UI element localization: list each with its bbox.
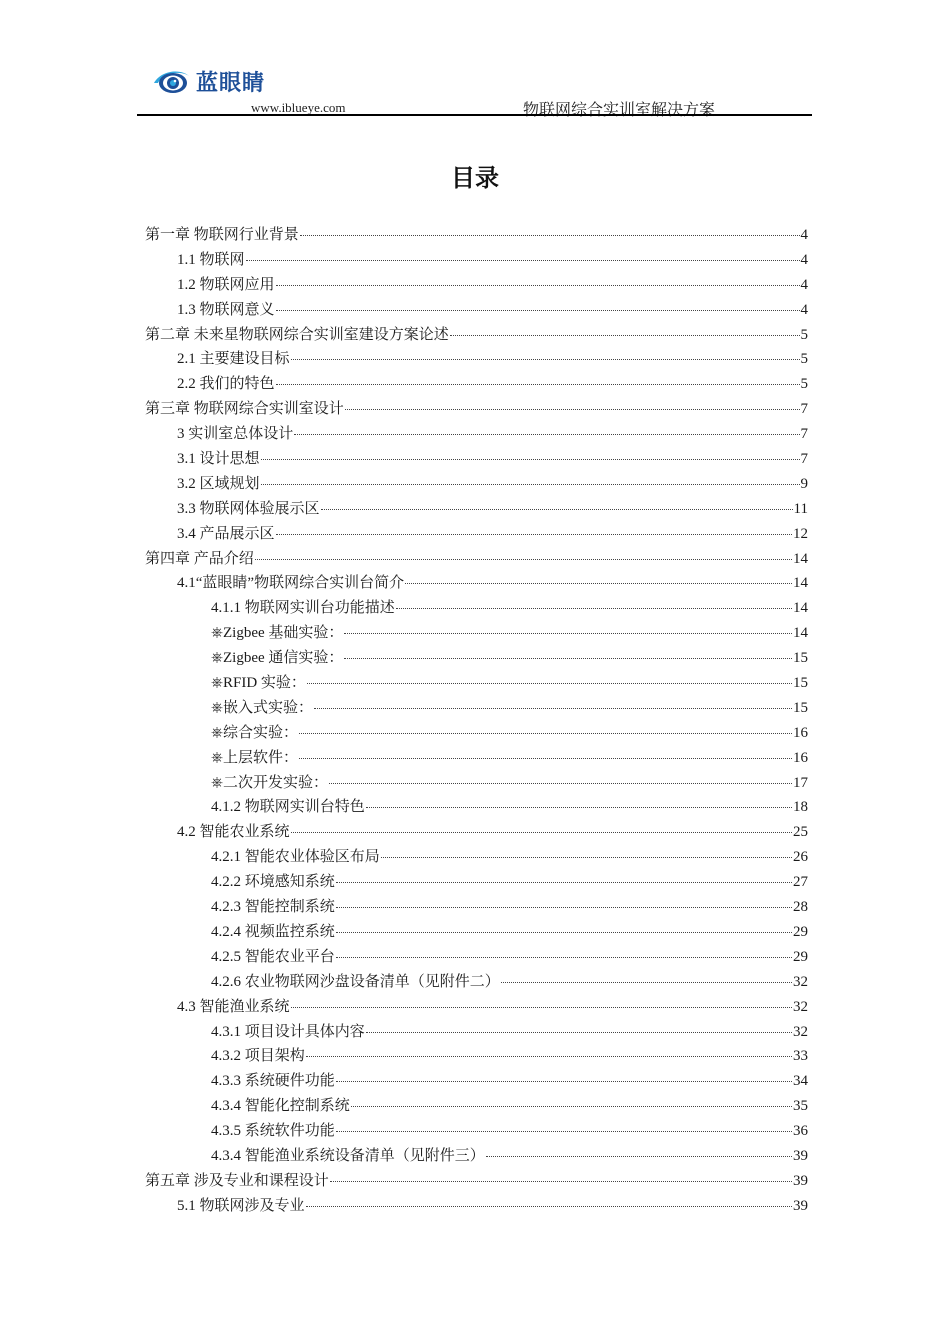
toc-page-number: 14	[793, 550, 808, 567]
toc-dot-leader	[307, 682, 792, 684]
toc-entry[interactable]	[145, 1094, 808, 1119]
toc-page-number: 15	[793, 650, 808, 667]
toc-entry-title: 1.1 物联网	[177, 251, 245, 268]
toc-dot-leader	[276, 383, 800, 385]
toc-page-number: 12	[793, 525, 808, 542]
toc-dot-leader	[276, 309, 800, 311]
toc-entry[interactable]	[145, 621, 808, 646]
toc-entry-title: 第二章 未来星物联网综合实训室建设方案论述	[145, 326, 449, 343]
toc-page-number: 5	[800, 376, 808, 393]
toc-entry[interactable]	[145, 1119, 808, 1144]
toc-entry[interactable]	[145, 1169, 808, 1194]
toc-entry[interactable]	[145, 323, 808, 348]
toc-entry[interactable]	[145, 845, 808, 870]
toc-dot-leader	[366, 1031, 792, 1033]
toc-entry[interactable]	[145, 547, 808, 572]
toc-page-number: 4	[800, 227, 808, 243]
toc-entry-title: 4.3.4 智能化控制系统	[211, 1098, 350, 1115]
toc-page-number: 15	[793, 675, 808, 692]
toc-dot-leader	[255, 558, 792, 560]
toc-dot-leader	[299, 757, 792, 759]
toc-dot-leader	[306, 1205, 792, 1207]
toc-dot-leader	[396, 607, 792, 609]
toc-dot-leader	[261, 458, 800, 460]
toc-entry-title: 3.2 区域规划	[177, 475, 260, 492]
toc-page-number: 16	[793, 749, 808, 766]
toc-page-number: 7	[800, 451, 808, 468]
toc-page-number: 5	[800, 351, 808, 368]
toc-page-number: 36	[793, 1123, 808, 1140]
document-header-title: 物联网综合实训室解决方案	[522, 102, 715, 119]
toc-entry-title: 4.3.4 智能渔业系统设备清单（见附件三）	[211, 1147, 485, 1164]
toc-page-number: 14	[793, 575, 808, 592]
toc-entry[interactable]	[145, 472, 808, 497]
eye-logo-icon	[152, 66, 192, 96]
toc-entry-title: 3.1 设计思想	[177, 451, 260, 468]
toc-dot-leader	[344, 632, 792, 634]
toc-dot-leader	[294, 433, 799, 435]
toc-entry-title: 4.2.4 视频监控系统	[211, 923, 335, 940]
toc-entry[interactable]	[145, 970, 808, 995]
toc-dot-leader	[299, 732, 792, 734]
toc-entry-title: 4.2.3 智能控制系统	[211, 899, 335, 916]
toc-entry-title: 4.2.2 环境感知系统	[211, 874, 335, 891]
toc-entry[interactable]	[145, 596, 808, 621]
toc-dot-leader	[261, 483, 800, 485]
toc-page-number: 32	[793, 998, 808, 1015]
toc-page-number: 11	[793, 500, 808, 517]
toc-entry-title: 4.2.5 智能农业平台	[211, 948, 335, 965]
toc-page-number: 39	[793, 1172, 808, 1189]
toc-dot-leader	[329, 782, 792, 784]
toc-entry[interactable]	[145, 298, 808, 323]
toc-page-number: 14	[793, 625, 808, 642]
toc-dot-leader	[366, 806, 792, 808]
toc-entry[interactable]	[145, 771, 808, 796]
toc-entry[interactable]	[145, 223, 808, 248]
toc-dot-leader	[291, 358, 800, 360]
toc-page-number: 4	[800, 251, 808, 268]
toc-dot-leader	[345, 408, 800, 410]
toc-page-number: 18	[793, 799, 808, 816]
logo-text: 蓝眼睛	[196, 70, 266, 96]
toc-entry-title: 第一章 物联网行业背景	[145, 227, 299, 243]
toc-page-number: 35	[793, 1098, 808, 1115]
toc-dot-leader	[306, 1055, 792, 1057]
toc-page-number: 29	[793, 948, 808, 965]
toc-dot-leader	[336, 906, 792, 908]
toc-dot-leader	[276, 284, 800, 286]
toc-dot-leader	[246, 259, 800, 261]
toc-dot-leader	[300, 234, 800, 236]
toc-page-number: 14	[793, 600, 808, 617]
toc-title: 目录	[451, 164, 499, 192]
toc-entry-title: 3.3 物联网体验展示区	[177, 500, 320, 517]
toc-dot-leader	[486, 1155, 792, 1157]
toc-page-number: 7	[800, 401, 808, 418]
toc-entry[interactable]	[145, 646, 808, 671]
toc-dot-leader	[291, 1006, 792, 1008]
toc-entry[interactable]	[145, 820, 808, 845]
toc-dot-leader	[336, 881, 792, 883]
toc-entry[interactable]	[145, 1144, 808, 1169]
toc-entry[interactable]	[145, 347, 808, 372]
toc-entry-title: 1.2 物联网应用	[177, 276, 275, 293]
toc-page-number: 33	[793, 1048, 808, 1065]
toc-dot-leader	[330, 1180, 792, 1182]
toc-dot-leader	[344, 657, 792, 659]
toc-page-number: 17	[793, 774, 808, 791]
toc-entry-title: 第五章 涉及专业和课程设计	[145, 1172, 329, 1189]
toc-entry-title: 1.3 物联网意义	[177, 301, 275, 318]
toc-entry[interactable]	[145, 895, 808, 920]
toc-entry-title: 3.4 产品展示区	[177, 525, 275, 542]
toc-entry-title: ⎈嵌入式实验：	[211, 699, 314, 716]
toc-entry[interactable]	[145, 721, 808, 746]
toc-entry-title: 4.1.2 物联网实训台特色	[211, 799, 365, 816]
toc-entry[interactable]	[145, 248, 808, 273]
toc-page-number: 15	[793, 699, 808, 716]
toc-page-number: 7	[800, 426, 808, 443]
toc-entry-title: 4.3 智能渔业系统	[177, 998, 290, 1015]
toc-entry[interactable]	[145, 945, 808, 970]
toc-entry-title: ⎈上层软件：	[211, 749, 299, 766]
toc-entry-title: ⎈Zigbee 通信实验：	[211, 650, 344, 667]
toc-entry-title: 4.1.1 物联网实训台功能描述	[211, 600, 395, 617]
toc-page-number: 4	[800, 276, 808, 293]
toc-page-number: 26	[793, 849, 808, 866]
toc-entry[interactable]	[145, 447, 808, 472]
toc-entry-title: 2.2 我们的特色	[177, 376, 275, 393]
toc-entry-title: ⎈RFID 实验：	[211, 675, 306, 692]
toc-entry[interactable]	[145, 671, 808, 696]
toc-dot-leader	[336, 1080, 792, 1082]
toc-entry-title: 4.2 智能农业系统	[177, 824, 290, 841]
toc-entry[interactable]	[145, 1069, 808, 1094]
toc-entry-title: 3 实训室总体设计	[177, 426, 294, 443]
toc-dot-leader	[336, 956, 792, 958]
toc-entry-title: ⎈二次开发实验：	[211, 774, 329, 791]
toc-entry-title: 4.1“蓝眼睛”物联网综合实训台简介	[177, 575, 405, 592]
toc-entry[interactable]	[145, 746, 808, 771]
toc-entry-title: 4.2.1 智能农业体验区布局	[211, 849, 380, 866]
toc-entry[interactable]	[145, 422, 808, 447]
toc-page-number: 32	[793, 973, 808, 990]
toc-entry[interactable]	[145, 522, 808, 547]
toc-dot-leader	[450, 334, 800, 336]
page-header	[137, 62, 812, 119]
toc-dot-leader	[336, 1130, 792, 1132]
toc-dot-leader	[321, 508, 793, 510]
toc-dot-leader	[501, 981, 792, 983]
toc-entry-title: ⎈Zigbee 基础实验：	[211, 625, 344, 642]
toc-entry-title: ⎈综合实验：	[211, 724, 299, 741]
toc-entry[interactable]	[145, 1194, 808, 1219]
toc-entry-title: 4.2.6 农业物联网沙盘设备清单（见附件二）	[211, 973, 500, 990]
toc-entry-title: 4.3.2 项目架构	[211, 1048, 305, 1065]
toc-entry[interactable]	[145, 995, 808, 1020]
toc-page-number: 27	[793, 874, 808, 891]
toc-entry[interactable]	[145, 696, 808, 721]
toc-entry[interactable]	[145, 920, 808, 945]
toc-entry[interactable]	[145, 497, 808, 522]
toc-dot-leader	[314, 707, 792, 709]
table-of-contents	[145, 223, 808, 1219]
brand-logo	[152, 64, 265, 98]
toc-entry-title: 2.1 主要建设目标	[177, 351, 290, 368]
toc-entry-title: 第四章 产品介绍	[145, 550, 254, 567]
header-divider	[137, 114, 812, 116]
toc-entry[interactable]	[145, 1044, 808, 1069]
toc-page-number: 39	[793, 1147, 808, 1164]
toc-page-number: 5	[800, 326, 808, 343]
toc-page-number: 34	[793, 1073, 808, 1090]
toc-page-number: 9	[800, 475, 808, 492]
toc-entry-title: 第三章 物联网综合实训室设计	[145, 401, 344, 418]
toc-dot-leader	[405, 582, 792, 584]
toc-entry[interactable]	[145, 372, 808, 397]
toc-page-number: 29	[793, 923, 808, 940]
toc-entry[interactable]	[145, 273, 808, 298]
toc-entry[interactable]	[145, 870, 808, 895]
toc-entry[interactable]	[145, 1020, 808, 1045]
toc-entry-title: 4.3.3 系统硬件功能	[211, 1073, 335, 1090]
site-url[interactable]: www.iblueye.com	[251, 100, 346, 115]
toc-entry[interactable]	[145, 571, 808, 596]
toc-page-number: 28	[793, 899, 808, 916]
toc-dot-leader	[351, 1105, 792, 1107]
toc-page-number: 25	[793, 824, 808, 841]
toc-page-number: 4	[800, 301, 808, 318]
toc-entry-title: 4.3.1 项目设计具体内容	[211, 1023, 365, 1040]
toc-entry-title: 4.3.5 系统软件功能	[211, 1123, 335, 1140]
toc-entry-title: 5.1 物联网涉及专业	[177, 1197, 305, 1214]
toc-dot-leader	[291, 831, 792, 833]
toc-page-number: 16	[793, 724, 808, 741]
toc-dot-leader	[381, 856, 792, 858]
toc-entry[interactable]	[145, 397, 808, 422]
toc-entry[interactable]	[145, 795, 808, 820]
toc-dot-leader	[276, 533, 792, 535]
toc-page-number: 39	[793, 1197, 808, 1214]
toc-dot-leader	[336, 931, 792, 933]
toc-page-number: 32	[793, 1023, 808, 1040]
